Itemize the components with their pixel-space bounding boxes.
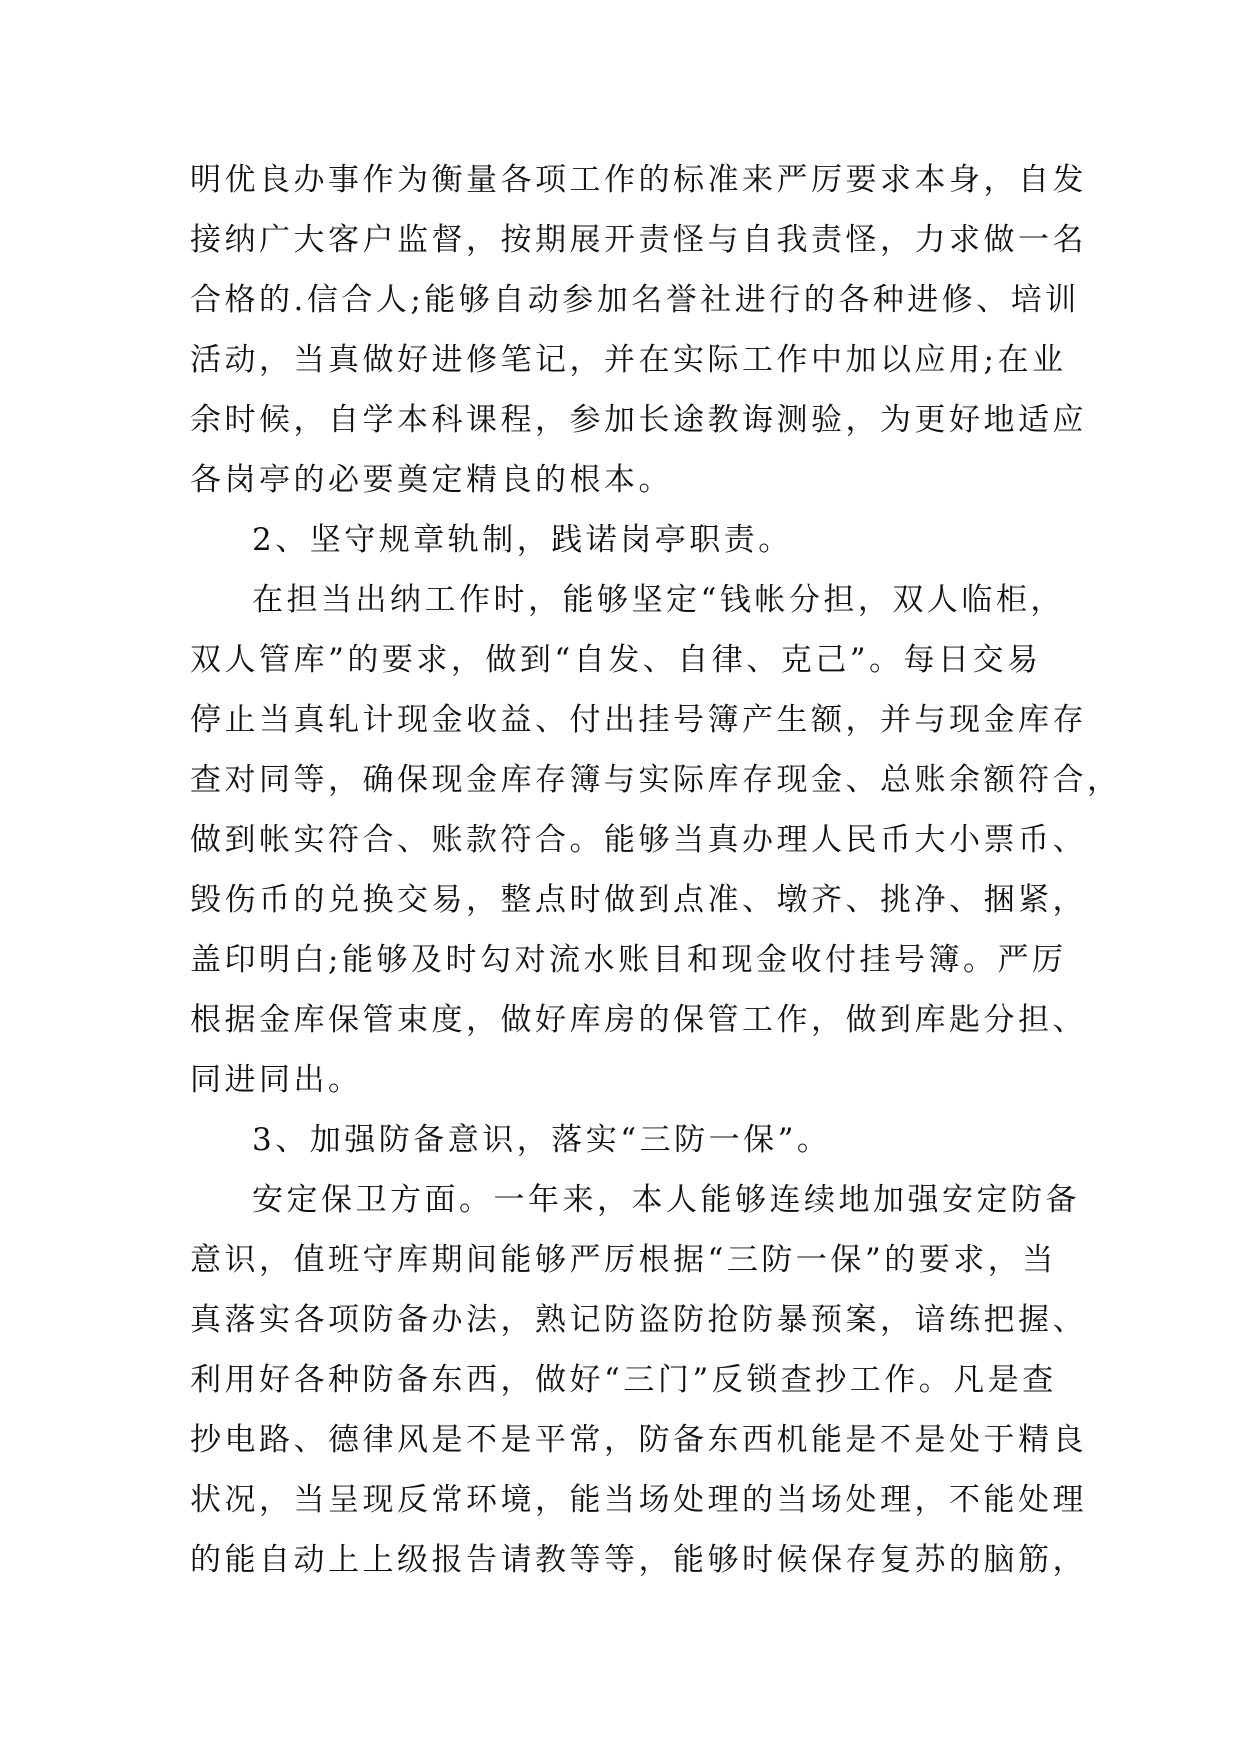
text-line: 同进同出。 (190, 1062, 363, 1098)
text-line: 意识，值班守库期间能够严厉根据“三防一保”的要求，当 (190, 1242, 1057, 1278)
text-line: 各岗亭的必要奠定精良的根本。 (190, 462, 673, 498)
section-heading: 3、加强防备意识，落实“三防一保”。 (252, 1122, 832, 1158)
paragraph-first-line: 安定保卫方面。一年来，本人能够连续地加强安定防备 (252, 1182, 1080, 1218)
text-line: 余时候，自学本科课程，参加长途教诲测验，为更好地适应 (190, 402, 1087, 438)
text-line: 利用好各种防备东西，做好“三门”反锁查抄工作。凡是查 (190, 1362, 1057, 1398)
document-body (190, 150, 1122, 1590)
text-line: 查对同等，确保现金库存簿与实际库存现金、总账余额符合， (190, 762, 1122, 798)
text-line: 抄电路、德律风是不是平常，防备东西机能是不是处于精良 (190, 1422, 1087, 1458)
text-line: 根据金库保管束度，做好库房的保管工作，做到库匙分担、 (190, 1002, 1087, 1038)
text-line: 的能自动上上级报告请教等等，能够时候保存复苏的脑筋， (190, 1542, 1087, 1578)
text-line: 真落实各项防备办法，熟记防盗防抢防暴预案，谙练把握、 (190, 1302, 1087, 1338)
text-line: 状况，当呈现反常环境，能当场处理的当场处理，不能处理 (190, 1482, 1087, 1518)
section-heading: 2、坚守规章轨制，践诺岗亭职责。 (252, 522, 793, 558)
text-line: 合格的.信合人;能够自动参加名誉社进行的各种进修、培训 (190, 282, 1080, 318)
text-line: 活动，当真做好进修笔记，并在实际工作中加以应用;在业 (190, 342, 1067, 378)
text-line: 做到帐实符合、账款符合。能够当真办理人民币大小票币、 (190, 822, 1087, 858)
paragraph-first-line: 在担当出纳工作时，能够坚定“钱帐分担，双人临柜， (252, 582, 1065, 618)
text-line: 接纳广大客户监督，按期展开责怪与自我责怪，力求做一名 (190, 222, 1087, 258)
text-line: 双人管库”的要求，做到“自发、自律、克己”。每日交易 (190, 642, 1042, 678)
text-line: 毁伤币的兑换交易，整点时做到点准、墩齐、挑净、捆紧， (190, 882, 1087, 918)
text-line: 停止当真轧计现金收益、付出挂号簿产生额，并与现金库存 (190, 702, 1087, 738)
text-line: 盖印明白;能够及时勾对流水账目和现金收付挂号簿。严厉 (190, 942, 1067, 978)
text-line: 明优良办事作为衡量各项工作的标准来严厉要求本身，自发 (190, 162, 1087, 198)
